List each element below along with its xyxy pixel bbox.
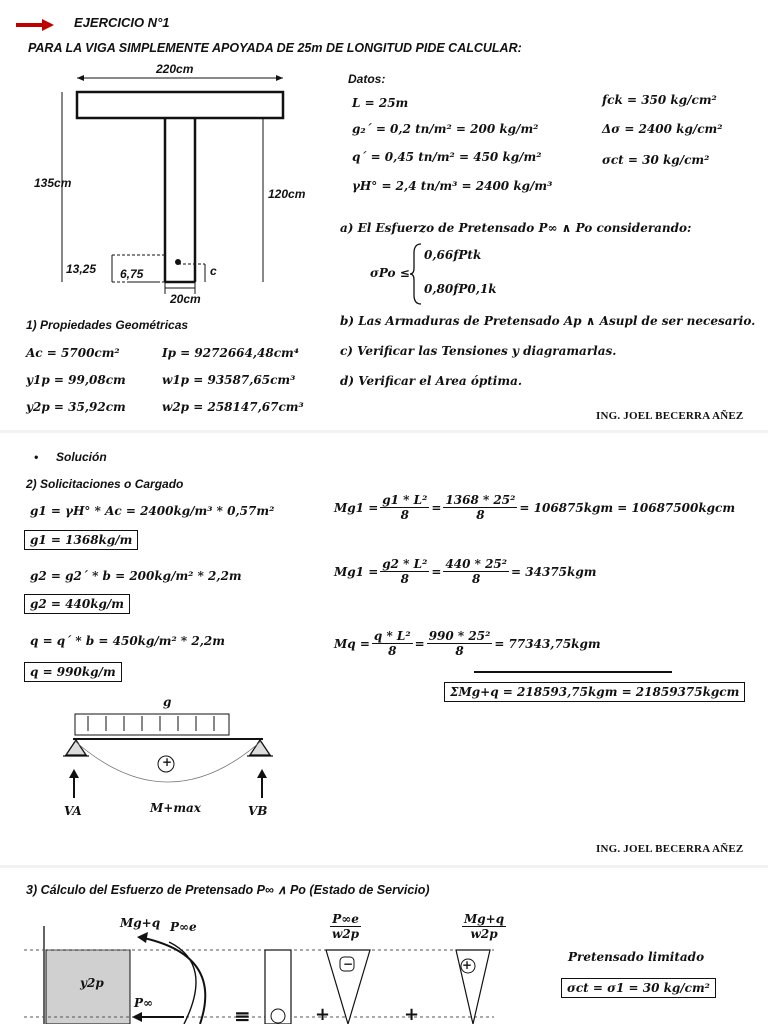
dim-web-width: 20cm: [170, 292, 201, 306]
moment-g2: Mg1 = $\frac{\text{g2 * L²}}{8}$ = $\frac{\text{440 * 25²}}{8}$ = 34375kgm: [334, 557, 597, 586]
slide-problem: [0, 0, 768, 430]
data-right-3: σct = 30 kg/cm²: [602, 153, 710, 167]
minus-sign: −: [343, 957, 354, 971]
data-left-4: γH° = 2,4 tn/m³ = 2400 kg/m³: [352, 179, 553, 193]
sigma-option-1: 0,66fPtk: [424, 248, 482, 262]
author-credit: ING. JOEL BECERRA AÑEZ: [596, 410, 744, 422]
slide-solution: [0, 433, 768, 865]
limited-prestress-label: Pretensado limitado: [568, 950, 705, 964]
mid-plus-sign: +: [162, 755, 173, 769]
g1-equation: g1 = γH° * Ac = 2400kg/m³ * 0,57m²: [30, 504, 275, 518]
geo-w1p: w1p = 93587,65cm³: [162, 373, 296, 387]
geo-ip: Ip = 9272664,48cm⁴: [162, 346, 299, 360]
sigma-ct-box: σct = σ1 = 30 kg/cm²: [561, 978, 716, 998]
reaction-va: VA: [64, 804, 82, 818]
dim-left-offset: 13,25: [66, 262, 97, 276]
exercise-title: EJERCICIO N°1: [74, 15, 170, 30]
loads-heading: 2) Solicitaciones o Cargado: [26, 477, 184, 491]
data-heading: Datos:: [348, 72, 386, 86]
data-left-3: q´ = 0,45 tn/m² = 450 kg/m²: [352, 150, 542, 164]
dim-c: c: [210, 264, 217, 278]
max-moment-label: M+max: [150, 801, 201, 815]
q-result-box: q = 990kg/m: [24, 662, 122, 682]
problem-statement: PARA LA VIGA SIMPLEMENTE APOYADA DE 25m DE LONGITUD PIDE CALCULAR:: [28, 41, 522, 55]
frac-pe-w2p: $\frac{P\infty e}{w2p}$: [332, 912, 360, 941]
reaction-vb: VB: [248, 804, 268, 818]
y2p-label: y2p: [80, 976, 104, 990]
frac-m-w2p: $\frac{Mg+q}{w2p}$: [464, 912, 505, 941]
sum-underline: [474, 670, 674, 674]
plus-sign-3: +: [404, 1004, 420, 1024]
data-left-1: L = 25m: [352, 96, 409, 110]
task-a: a) El Esfuerzo de Pretensado P∞ ∧ Po considerando:: [340, 221, 692, 235]
task-d: d) Verificar el Area óptima.: [340, 374, 523, 388]
p-inf-label: P∞: [134, 996, 154, 1010]
task-c: c) Verificar las Tensiones y diagramarlas.: [340, 344, 617, 358]
data-right-1: fck = 350 kg/cm²: [602, 93, 717, 107]
geo-heading: 1) Propiedades Geométricas: [26, 318, 189, 332]
dim-half-web: 6,75: [120, 267, 144, 281]
geo-y2p: y2p = 35,92cm: [26, 400, 126, 414]
g2-result-box: g2 = 440kg/m: [24, 594, 130, 614]
task-b: b) Las Armaduras de Pretensado Ap ∧ Asupl de ser necesario.: [340, 314, 756, 328]
bullet: •: [34, 450, 39, 464]
q-equation: q = q´ * b = 450kg/m² * 2,2m: [30, 634, 225, 648]
data-right-2: Δσ = 2400 kg/cm²: [602, 122, 723, 136]
red-arrow-icon: [16, 19, 56, 31]
prestress-heading: 3) Cálculo del Esfuerzo de Pretensado P∞ ∧ Po (Estado de Servicio): [26, 883, 430, 897]
geo-ac: Ac = 5700cm²: [26, 346, 120, 360]
geo-w2p: w2p = 258147,67cm³: [162, 400, 304, 414]
dim-total-height: 135cm: [34, 176, 72, 190]
moment-g1: Mg1 = $\frac{\text{g1 * L²}}{8}$ = $\frac{\text{1368 * 25²}}{8}$ = 106875kgm = 10687500kgcm: [334, 493, 736, 522]
author-credit-2: ING. JOEL BECERRA AÑEZ: [596, 843, 744, 855]
prestress-eccentric-label: P∞e: [170, 920, 197, 934]
plus-sign-2: +: [315, 1004, 331, 1024]
data-left-2: g₂´ = 0,2 tn/m² = 200 kg/m²: [352, 122, 539, 136]
dim-web-height: 120cm: [268, 187, 306, 201]
load-label: g: [163, 695, 172, 709]
g2-equation: g2 = g2´ * b = 200kg/m² * 2,2m: [30, 569, 242, 583]
sigma-option-2: 0,80fP0,1k: [424, 282, 497, 296]
g1-result-box: g1 = 1368kg/m: [24, 530, 138, 550]
plus-sign-1: +: [462, 958, 473, 972]
equivalence-sign: ≡: [234, 1004, 251, 1024]
moment-sum-box: ΣMg+q = 218593,75kgm = 21859375kgcm: [444, 682, 745, 702]
solution-label: Solución: [56, 450, 107, 464]
moment-q: Mq = $\frac{\text{q * L²}}{8}$ = $\frac{\text{990 * 25²}}{8}$ = 77343,75kgm: [334, 629, 601, 658]
left-brace: [409, 243, 423, 305]
moment-label: Mg+q: [120, 916, 161, 930]
dim-top-width: 220cm: [156, 62, 194, 76]
slide-prestress: [0, 868, 768, 1024]
geo-y1p: y1p = 99,08cm: [26, 373, 126, 387]
sigma-label: σPo ≤: [370, 266, 410, 280]
